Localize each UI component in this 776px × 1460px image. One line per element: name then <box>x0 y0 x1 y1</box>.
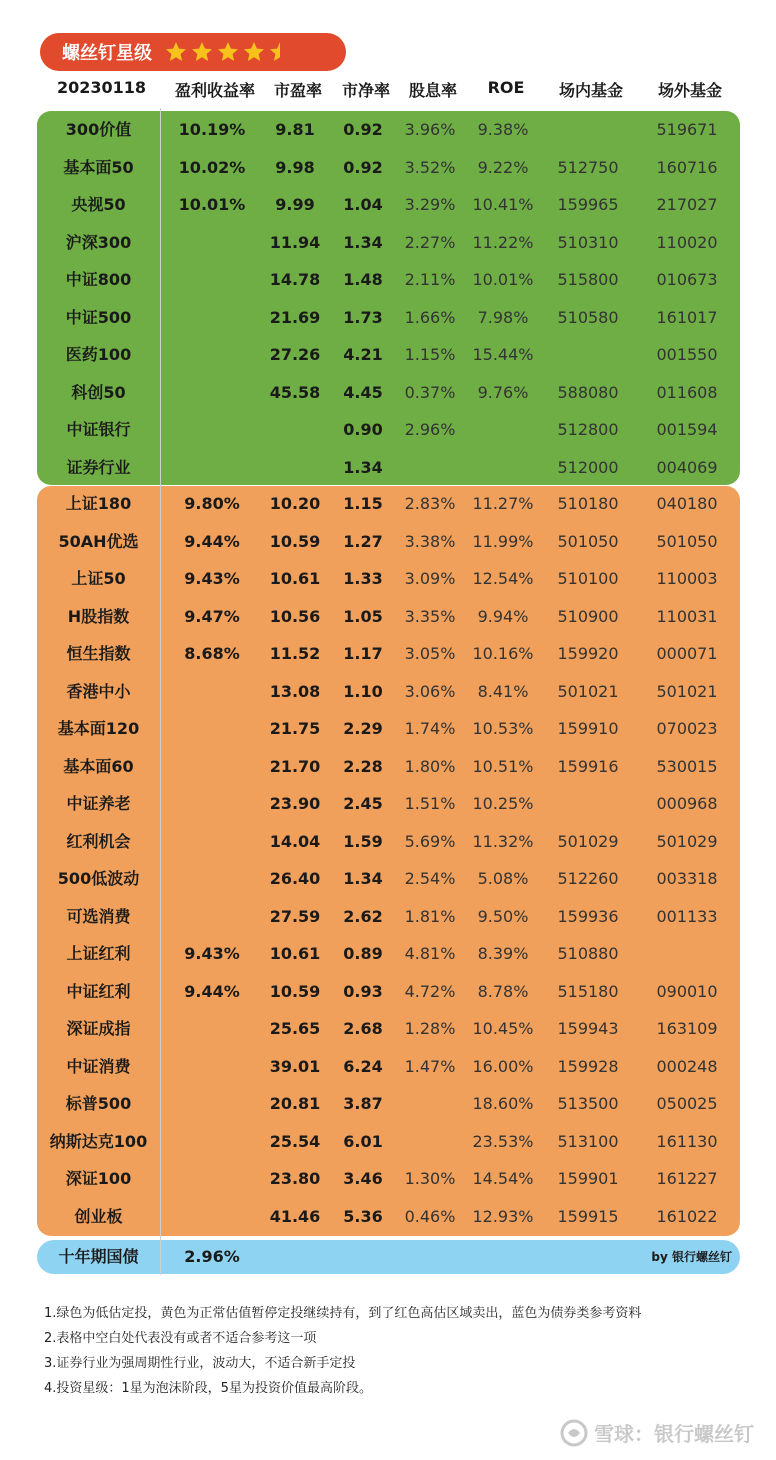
roe-cell: 12.54% <box>472 569 534 588</box>
pe-cell: 27.26 <box>269 345 321 364</box>
table-row <box>37 560 740 597</box>
roe-cell: 10.25% <box>472 794 534 813</box>
exchange-fund-cell: 501029 <box>557 831 619 851</box>
dividend-yield-cell: 0.37% <box>404 382 456 402</box>
index-name-cell: 纳斯达克100 <box>49 1131 148 1151</box>
pb-cell: 6.24 <box>343 1056 383 1076</box>
exchange-fund-cell: 159916 <box>557 756 619 776</box>
dividend-yield-cell: 4.81% <box>404 944 456 963</box>
star-icon <box>216 40 240 64</box>
otc-fund-cell: 040180 <box>656 494 718 513</box>
roe-cell: 11.27% <box>472 494 534 513</box>
pb-cell: 1.34 <box>343 869 383 888</box>
otc-fund-cell: 001550 <box>656 345 718 364</box>
exchange-fund-cell: 510310 <box>557 232 619 252</box>
pe-cell: 10.20 <box>269 494 321 513</box>
dividend-yield-cell: 1.51% <box>404 794 456 813</box>
table-row <box>37 1160 740 1197</box>
star-icon <box>164 40 188 64</box>
credit-text: by 银行螺丝钉 <box>651 1250 732 1264</box>
index-name-cell: 标普500 <box>65 1094 132 1113</box>
index-name-cell: 中证800 <box>65 270 132 289</box>
dividend-yield-cell: 2.96% <box>404 420 456 439</box>
banner-title: 螺丝钉星级 <box>62 43 152 64</box>
pb-cell: 1.48 <box>343 270 383 289</box>
index-name-cell: 500低波动 <box>57 869 140 888</box>
snowball-logo-icon <box>560 1419 588 1447</box>
roe-cell: 9.22% <box>477 157 529 177</box>
roe-cell: 15.44% <box>472 345 534 364</box>
pb-cell: 0.92 <box>343 157 383 177</box>
index-name-cell: 科创50 <box>71 382 126 402</box>
dividend-yield-cell: 1.74% <box>404 719 456 738</box>
pb-cell: 3.46 <box>343 1169 383 1188</box>
index-name-cell: 基本面50 <box>63 157 134 177</box>
table-row <box>37 635 740 672</box>
earnings-yield-cell: 10.19% <box>178 120 246 139</box>
table-row <box>37 261 740 298</box>
pe-cell: 25.54 <box>269 1131 321 1151</box>
pb-cell: 2.45 <box>343 794 383 813</box>
pe-cell: 39.01 <box>269 1056 321 1076</box>
exchange-fund-cell: 501021 <box>557 681 619 701</box>
pe-cell: 10.59 <box>269 981 321 1001</box>
dividend-yield-cell: 1.28% <box>404 1019 456 1038</box>
index-name-cell: 中证银行 <box>66 420 131 439</box>
half-star-icon <box>268 40 292 64</box>
pe-cell: 26.40 <box>269 869 321 888</box>
index-name-cell: 央视50 <box>71 195 126 214</box>
header-earnings-yield: 盈利收益率 <box>174 81 255 100</box>
pe-cell: 11.94 <box>269 232 321 252</box>
dividend-yield-cell: 5.69% <box>404 831 456 851</box>
roe-cell: 10.51% <box>472 756 534 776</box>
index-name-cell: 恒生指数 <box>66 644 131 663</box>
table-row <box>37 336 740 373</box>
otc-fund-cell: 090010 <box>656 981 718 1001</box>
index-name-cell: 中证养老 <box>66 794 131 813</box>
pe-cell: 14.78 <box>269 270 321 289</box>
roe-cell: 10.53% <box>472 719 534 738</box>
otc-fund-cell: 001594 <box>656 420 718 439</box>
dividend-yield-cell: 3.05% <box>404 644 456 663</box>
table-row <box>37 860 740 897</box>
pb-cell: 1.34 <box>343 457 383 477</box>
pb-cell: 1.10 <box>343 681 383 701</box>
otc-fund-cell: 161227 <box>656 1169 718 1188</box>
header-otc-fund: 场外基金 <box>657 81 722 100</box>
otc-fund-cell: 501021 <box>656 681 718 701</box>
bond-name: 十年期国债 <box>58 1247 139 1266</box>
roe-cell: 9.50% <box>477 906 529 926</box>
dividend-yield-cell: 2.54% <box>404 869 456 888</box>
note-2: 2.表格中空白处代表没有或者不适合参考这一项 <box>44 1331 317 1346</box>
otc-fund-cell: 110003 <box>656 569 718 588</box>
table-row <box>37 224 740 261</box>
exchange-fund-cell: 510880 <box>557 944 619 963</box>
table-row <box>37 449 740 486</box>
header-exchange-fund: 场内基金 <box>558 81 623 100</box>
pe-cell: 10.61 <box>269 569 321 588</box>
exchange-fund-cell: 512750 <box>557 157 619 177</box>
pe-cell: 27.59 <box>269 906 321 926</box>
pe-cell: 23.80 <box>269 1169 321 1188</box>
roe-cell: 9.38% <box>477 120 529 139</box>
table-row <box>37 935 740 972</box>
pb-cell: 1.15 <box>343 494 383 513</box>
exchange-fund-cell: 510900 <box>557 606 619 626</box>
dividend-yield-cell: 3.06% <box>404 681 456 701</box>
table-row <box>37 411 740 448</box>
index-name-cell: 深证100 <box>65 1169 132 1188</box>
watermark-text: 雪球：银行螺丝钉 <box>594 1422 754 1446</box>
exchange-fund-cell: 159915 <box>557 1206 619 1226</box>
pb-cell: 2.62 <box>343 906 383 926</box>
index-name-cell: 医药100 <box>65 345 132 364</box>
exchange-fund-cell: 159965 <box>557 195 619 214</box>
dividend-yield-cell: 0.46% <box>404 1206 456 1226</box>
index-name-cell: 中证消费 <box>66 1056 131 1076</box>
exchange-fund-cell: 510100 <box>557 569 619 588</box>
roe-cell: 11.22% <box>472 232 534 252</box>
exchange-fund-cell: 515180 <box>557 981 619 1001</box>
pe-cell: 13.08 <box>269 681 321 701</box>
index-name-cell: 证券行业 <box>66 457 131 477</box>
dividend-yield-cell: 3.38% <box>404 531 456 551</box>
earnings-yield-cell: 9.44% <box>184 531 240 551</box>
otc-fund-cell: 161022 <box>656 1206 718 1226</box>
exchange-fund-cell: 159910 <box>557 719 619 738</box>
roe-cell: 16.00% <box>472 1056 534 1076</box>
pb-cell: 1.59 <box>343 831 383 851</box>
note-4: 4.投资星级：1星为泡沫阶段，5星为投资价值最高阶段。 <box>44 1381 372 1396</box>
roe-cell: 10.45% <box>472 1019 534 1038</box>
exchange-fund-cell: 513100 <box>557 1131 619 1151</box>
exchange-fund-cell: 512000 <box>557 457 619 477</box>
otc-fund-cell: 050025 <box>656 1094 718 1113</box>
otc-fund-cell: 163109 <box>656 1019 718 1038</box>
pe-cell: 11.52 <box>269 644 321 663</box>
note-1: 1.绿色为低估定投，黄色为正常估值暂停定投继续持有，到了红色高估区域卖出，蓝色为债券类参考资料 <box>44 1306 642 1321</box>
otc-fund-cell: 011608 <box>656 382 718 402</box>
table-row <box>37 785 740 822</box>
pe-cell: 45.58 <box>269 382 321 402</box>
dividend-yield-cell: 3.09% <box>404 569 456 588</box>
pe-cell: 9.99 <box>275 195 315 214</box>
roe-cell: 10.01% <box>472 270 534 289</box>
table-row <box>37 823 740 860</box>
pe-cell: 9.81 <box>275 120 315 139</box>
table-row <box>37 149 740 186</box>
dividend-yield-cell: 1.66% <box>404 307 456 327</box>
pb-cell: 6.01 <box>343 1131 383 1151</box>
table-row <box>37 299 740 336</box>
pb-cell: 2.28 <box>343 756 383 776</box>
pb-cell: 4.45 <box>343 382 383 402</box>
table-row <box>37 1010 740 1047</box>
roe-cell: 10.16% <box>472 644 534 663</box>
pb-cell: 0.90 <box>343 420 383 439</box>
table-row <box>37 523 740 560</box>
index-name-cell: 上证红利 <box>66 944 131 963</box>
pb-cell: 3.87 <box>343 1094 383 1113</box>
exchange-fund-cell: 159928 <box>557 1056 619 1076</box>
roe-cell: 7.98% <box>477 307 529 327</box>
otc-fund-cell: 160716 <box>656 157 718 177</box>
exchange-fund-cell: 501050 <box>557 531 619 551</box>
otc-fund-cell: 003318 <box>656 869 718 888</box>
index-name-cell: 300价值 <box>65 120 132 139</box>
index-name-cell: 50AH优选 <box>58 531 139 551</box>
pe-cell: 10.59 <box>269 531 321 551</box>
roe-cell: 14.54% <box>472 1169 534 1188</box>
pb-cell: 2.68 <box>343 1019 383 1038</box>
otc-fund-cell: 501050 <box>656 531 718 551</box>
dividend-yield-cell: 3.35% <box>404 606 456 626</box>
otc-fund-cell: 000248 <box>656 1056 718 1076</box>
roe-cell: 12.93% <box>472 1206 534 1226</box>
header-date: 20230118 <box>56 78 147 97</box>
table-row <box>37 710 740 747</box>
table-header <box>40 78 740 104</box>
header-dividend-yield: 股息率 <box>408 81 457 100</box>
exchange-fund-cell: 510180 <box>557 494 619 513</box>
pb-cell: 4.21 <box>343 345 383 364</box>
otc-fund-cell: 110031 <box>656 606 718 626</box>
otc-fund-cell: 519671 <box>656 120 718 139</box>
header-pe: 市盈率 <box>273 81 322 100</box>
roe-cell: 9.94% <box>477 606 529 626</box>
table-row <box>37 1085 740 1122</box>
note-3: 3.证券行业为强周期性行业，波动大，不适合新手定投 <box>44 1356 356 1371</box>
pe-cell: 21.69 <box>269 307 321 327</box>
otc-fund-cell: 161017 <box>656 307 718 327</box>
otc-fund-cell: 501029 <box>656 831 718 851</box>
earnings-yield-cell: 9.80% <box>184 494 240 513</box>
exchange-fund-cell: 159920 <box>557 644 619 663</box>
roe-cell: 8.41% <box>477 681 529 701</box>
otc-fund-cell: 004069 <box>656 457 718 477</box>
dividend-yield-cell: 4.72% <box>404 981 456 1001</box>
otc-fund-cell: 217027 <box>656 195 718 214</box>
earnings-yield-cell: 9.44% <box>184 981 240 1001</box>
table-row <box>37 1048 740 1085</box>
index-name-cell: 创业板 <box>74 1206 123 1226</box>
index-name-cell: 香港中小 <box>66 681 131 701</box>
notes <box>44 1301 744 1401</box>
table-row <box>37 1123 740 1160</box>
index-name-cell: 深证成指 <box>66 1019 131 1038</box>
pe-cell: 10.61 <box>269 944 321 963</box>
pe-cell: 9.98 <box>275 157 315 177</box>
otc-fund-cell: 161130 <box>656 1131 718 1151</box>
roe-cell: 11.99% <box>472 531 534 551</box>
index-name-cell: 中证红利 <box>66 981 131 1001</box>
table-row <box>37 898 740 935</box>
pe-cell: 21.75 <box>269 719 321 738</box>
roe-cell: 11.32% <box>472 831 534 851</box>
dividend-yield-cell: 1.30% <box>404 1169 456 1188</box>
table-row <box>37 748 740 785</box>
index-name-cell: 红利机会 <box>66 831 131 851</box>
otc-fund-cell: 110020 <box>656 232 718 252</box>
pe-cell: 41.46 <box>269 1206 321 1226</box>
pe-cell: 23.90 <box>269 794 321 813</box>
otc-fund-cell: 530015 <box>656 756 718 776</box>
pb-cell: 1.34 <box>343 232 383 252</box>
dividend-yield-cell: 2.27% <box>404 232 456 252</box>
dividend-yield-cell: 1.81% <box>404 906 456 926</box>
pb-cell: 0.89 <box>343 944 383 963</box>
pb-cell: 2.29 <box>343 719 383 738</box>
pb-cell: 1.27 <box>343 531 383 551</box>
exchange-fund-cell: 512800 <box>557 420 619 439</box>
index-name-cell: 基本面60 <box>63 756 134 776</box>
header-roe: ROE <box>487 78 525 97</box>
earnings-yield-cell: 10.01% <box>178 195 246 214</box>
otc-fund-cell: 000071 <box>656 644 718 663</box>
star-icon <box>190 40 214 64</box>
index-name-cell: 沪深300 <box>65 232 132 252</box>
pb-cell: 1.05 <box>343 606 383 626</box>
earnings-yield-cell: 10.02% <box>178 157 246 177</box>
exchange-fund-cell: 512260 <box>557 869 619 888</box>
roe-cell: 23.53% <box>472 1131 534 1151</box>
table-row <box>37 374 740 411</box>
index-name-cell: H股指数 <box>67 606 130 626</box>
dividend-yield-cell: 2.11% <box>404 270 456 289</box>
dividend-yield-cell: 3.29% <box>404 195 456 214</box>
pe-cell: 10.56 <box>269 606 321 626</box>
otc-fund-cell: 010673 <box>656 270 718 289</box>
dividend-yield-cell: 1.80% <box>404 756 456 776</box>
roe-cell: 9.76% <box>477 382 529 402</box>
exchange-fund-cell: 159943 <box>557 1019 619 1038</box>
dividend-yield-cell: 1.15% <box>404 345 456 364</box>
exchange-fund-cell: 588080 <box>557 382 619 402</box>
pb-cell: 0.92 <box>343 120 383 139</box>
roe-cell: 5.08% <box>477 869 529 888</box>
pb-cell: 1.04 <box>343 195 383 214</box>
earnings-yield-cell: 8.68% <box>184 644 240 663</box>
star-rating-banner <box>40 33 346 71</box>
watermark <box>560 1418 754 1447</box>
table-row <box>37 111 740 148</box>
table-row <box>37 485 740 522</box>
roe-cell: 8.39% <box>477 944 529 963</box>
index-name-cell: 基本面120 <box>57 719 140 738</box>
otc-fund-cell: 001133 <box>656 906 718 926</box>
index-name-cell: 上证50 <box>71 569 126 588</box>
earnings-yield-cell: 9.43% <box>184 569 240 588</box>
dividend-yield-cell: 2.83% <box>404 494 456 513</box>
otc-fund-cell: 000968 <box>656 794 718 813</box>
earnings-yield-cell: 9.47% <box>184 606 240 626</box>
dividend-yield-cell: 3.96% <box>404 120 456 139</box>
roe-cell: 8.78% <box>477 981 529 1001</box>
exchange-fund-cell: 515800 <box>557 270 619 289</box>
exchange-fund-cell: 159901 <box>557 1169 619 1188</box>
exchange-fund-cell: 513500 <box>557 1094 619 1113</box>
pb-cell: 0.93 <box>343 981 383 1001</box>
index-name-cell: 可选消费 <box>66 906 131 926</box>
dividend-yield-cell: 1.47% <box>404 1056 456 1076</box>
otc-fund-cell: 070023 <box>656 719 718 738</box>
exchange-fund-cell: 510580 <box>557 307 619 327</box>
pe-cell: 25.65 <box>269 1019 321 1038</box>
table-row <box>37 186 740 223</box>
index-name-cell: 中证500 <box>65 307 132 327</box>
pe-cell: 14.04 <box>269 831 321 851</box>
star-rating <box>164 40 292 64</box>
dividend-yield-cell: 3.52% <box>404 157 456 177</box>
table-row <box>37 1198 740 1235</box>
pe-cell: 21.70 <box>269 756 321 776</box>
earnings-yield-cell: 9.43% <box>184 944 240 963</box>
pb-cell: 1.73 <box>343 307 383 327</box>
pe-cell: 20.81 <box>269 1094 321 1113</box>
table-row <box>37 973 740 1010</box>
index-name-cell: 上证180 <box>65 494 132 513</box>
star-icon <box>242 40 266 64</box>
table-row <box>37 598 740 635</box>
bond-yield: 2.96% <box>184 1247 240 1266</box>
pb-cell: 1.33 <box>343 569 383 588</box>
exchange-fund-cell: 159936 <box>557 906 619 926</box>
roe-cell: 18.60% <box>472 1094 534 1113</box>
table-row <box>37 673 740 710</box>
pb-cell: 1.17 <box>343 644 383 663</box>
roe-cell: 10.41% <box>472 195 534 214</box>
pb-cell: 5.36 <box>343 1206 383 1226</box>
header-pb: 市净率 <box>341 81 390 100</box>
